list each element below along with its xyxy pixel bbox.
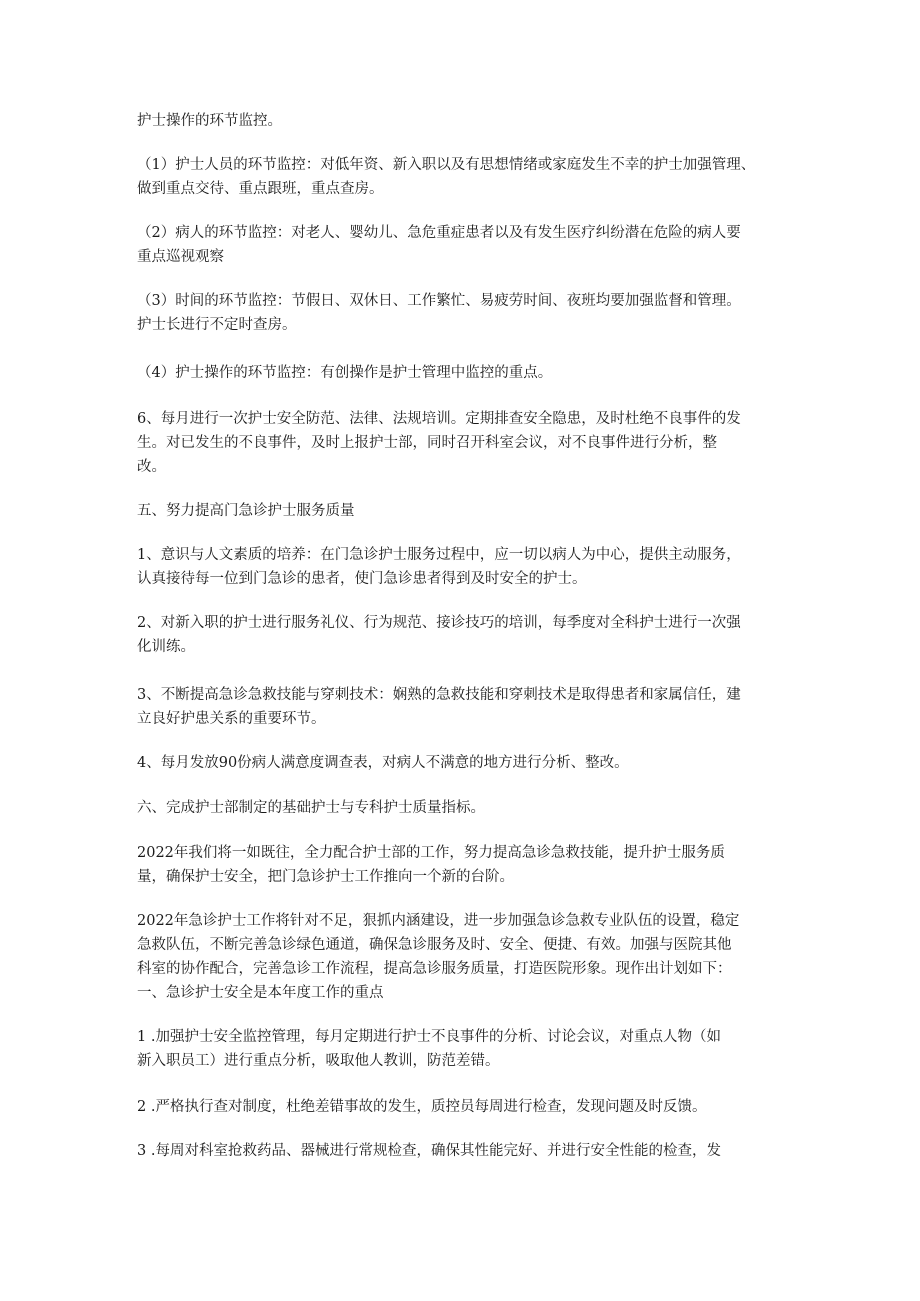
text-line: 急救队伍，不断完善急诊绿色通道，确保急诊服务及时、安全、便捷、有效。加强与医院其他 — [137, 937, 732, 953]
text-line: 1、意识与人文素质的培养：在门急诊护士服务过程中，应一切以病人为中心，提供主动服务， — [137, 547, 741, 563]
text-line: 改。 — [137, 459, 166, 475]
paragraph-item-2 — [137, 1095, 797, 1119]
paragraph-satisfaction-survey — [137, 751, 797, 775]
text-line: （2）病人的环节监控：对老人、婴幼儿、急危重症患者以及有发生医疗纠纷潜在危险的病人要 — [137, 225, 741, 241]
paragraph-emergency-skills — [137, 683, 797, 731]
text-line: 新入职员工）进行重点分析，吸取他人教训，防范差错。 — [137, 1053, 500, 1069]
paragraph-2022-commitment — [137, 841, 797, 889]
section-heading-six — [137, 796, 797, 820]
text-line: 3 .每周对科室抢救药品、器械进行常规检查，确保其性能完好、并进行安全性能的检查，发 — [137, 1143, 721, 1159]
text-line: 重点巡视观察 — [137, 249, 224, 265]
paragraph-new-staff-training — [137, 611, 797, 659]
text-line: 一、急诊护士安全是本年度工作的重点 — [137, 985, 384, 1001]
text-line: 生。对已发生的不良事件，及时上报护士部，同时召开科室会议，对不良事件进行分析，整 — [137, 435, 717, 451]
text-line: 科室的协作配合，完善急诊工作流程，提高急诊服务质量，打造医院形象。现作出计划如下： — [137, 961, 732, 977]
paragraph-2022-plan — [137, 909, 797, 1005]
paragraph-safety-training — [137, 407, 797, 479]
text-line: 6、每月进行一次护士安全防范、法律、法规培训。定期排查安全隐患，及时杜绝不良事件的发 — [137, 411, 741, 427]
text-line: 六、完成护士部制定的基础护士与专科护士质量指标。 — [137, 800, 485, 816]
paragraph-item-3 — [137, 1139, 797, 1163]
paragraph-patient-monitoring — [137, 221, 797, 269]
text-line: 4、每月发放90份病人满意度调查表，对病人不满意的地方进行分析、整改。 — [137, 755, 629, 771]
paragraph-staff-monitoring — [137, 153, 797, 201]
text-line: 立良好护患关系的重要环节。 — [137, 711, 326, 727]
section-heading-five — [137, 499, 797, 523]
text-line: 3、不断提高急诊急救技能与穿刺技术：娴熟的急救技能和穿刺技术是取得患者和家属信任，建 — [137, 687, 741, 703]
text-line: 2022年急诊护士工作将针对不足，狠抓内涵建设，进一步加强急诊急救专业队伍的设置，稳定 — [137, 913, 740, 929]
paragraph-item-1 — [137, 1025, 797, 1073]
text-line: （1）护士人员的环节监控：对低年资、新入职以及有思想情绪或家庭发生不幸的护士加强管理、 — [137, 157, 756, 173]
text-line: 护士操作的环节监控。 — [137, 113, 282, 129]
text-line: 化训练。 — [137, 639, 195, 655]
paragraph-humanistic-training — [137, 543, 797, 591]
text-line: 2 .严格执行查对制度，杜绝差错事故的发生，质控员每周进行检查，发现问题及时反馈。 — [137, 1099, 707, 1115]
text-line: （3）时间的环节监控：节假日、双休日、工作繁忙、易疲劳时间、夜班均要加强监督和管理。 — [137, 293, 741, 309]
text-line: 护士长进行不定时查房。 — [137, 317, 297, 333]
text-line: 1 .加强护士安全监控管理，每月定期进行护士不良事件的分析、讨论会议，对重点人物（如 — [137, 1029, 721, 1045]
text-line: 五、努力提高门急诊护士服务质量 — [137, 503, 355, 519]
paragraph-time-monitoring — [137, 289, 797, 337]
paragraph-nurse-operation-heading — [137, 109, 797, 133]
paragraph-operation-monitoring — [137, 361, 797, 385]
text-line: 2022年我们将一如既往，全力配合护士部的工作，努力提高急诊急救技能，提升护士服务质 — [137, 845, 725, 861]
text-line: 做到重点交待、重点跟班，重点查房。 — [137, 181, 384, 197]
text-line: 量，确保护士安全，把门急诊护士工作推向一个新的台阶。 — [137, 869, 514, 885]
text-line: 认真接待每一位到门急诊的患者，使门急诊患者得到及时安全的护士。 — [137, 571, 587, 587]
text-line: 2、对新入职的护士进行服务礼仪、行为规范、接诊技巧的培训，每季度对全科护士进行一次强 — [137, 615, 741, 631]
text-line: （4）护士操作的环节监控：有创操作是护士管理中监控的重点。 — [137, 365, 553, 381]
